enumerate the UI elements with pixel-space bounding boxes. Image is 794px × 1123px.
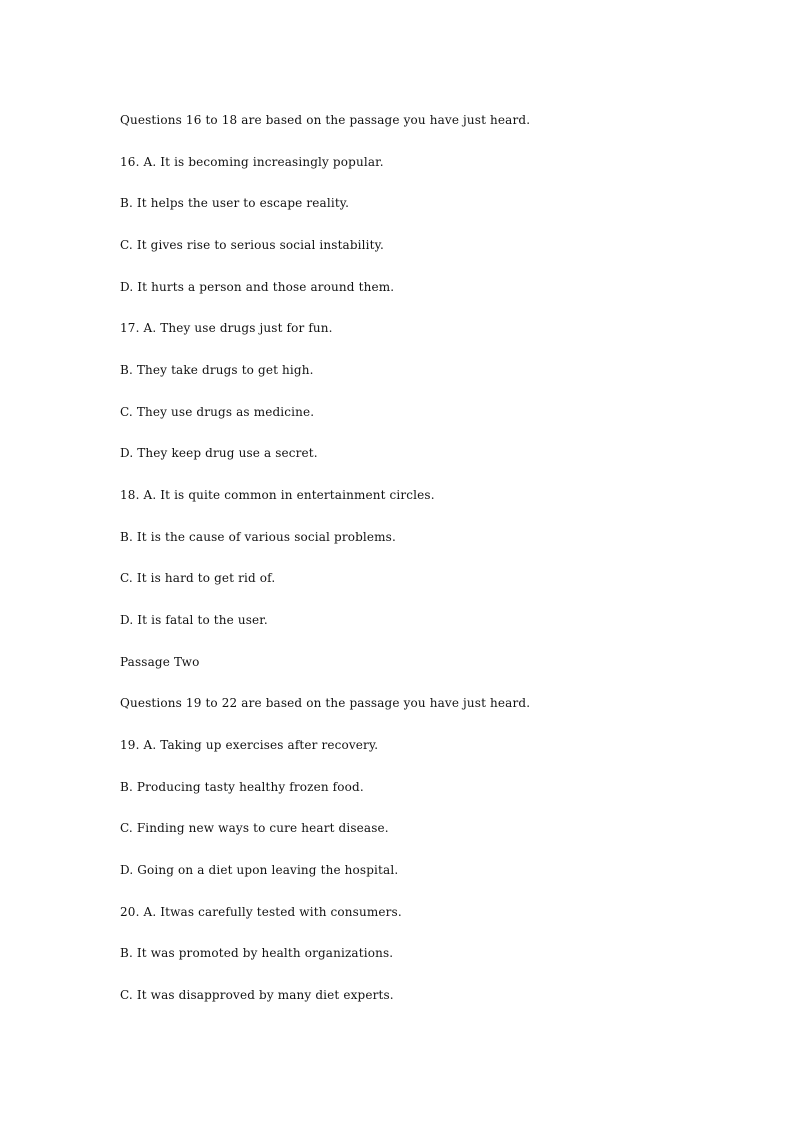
question-19-option-d: D. Going on a diet upon leaving the hospital. [120, 863, 399, 878]
question-18-option-c: C. It is hard to get rid of. [120, 571, 276, 586]
question-18-option-d: D. It is fatal to the user. [120, 613, 268, 628]
question-16-option-d: D. It hurts a person and those around them. [120, 279, 395, 294]
document-body [120, 111, 740, 1028]
question-18-option-a: 18. A. It is quite common in entertainment circles. [120, 488, 435, 503]
question-16-option-c: C. It gives rise to serious social instability. [120, 238, 384, 253]
question-19-option-c: C. Finding new ways to cure heart disease. [120, 821, 389, 836]
passage-heading: Passage Two [120, 654, 200, 669]
question-16-option-a: 16. A. It is becoming increasingly popular. [120, 154, 384, 169]
question-17-option-a: 17. A. They use drugs just for fun. [120, 321, 333, 336]
question-16-option-b: B. It helps the user to escape reality. [120, 196, 350, 211]
question-18-option-b: B. It is the cause of various social problems. [120, 529, 396, 544]
question-20-option-c: C. It was disapproved by many diet experts. [120, 988, 394, 1003]
section-instruction-2: Questions 19 to 22 are based on the passage you have just heard. [120, 696, 531, 711]
section-instruction: Questions 16 to 18 are based on the passage you have just heard. [120, 113, 531, 127]
question-19-option-b: B. Producing tasty healthy frozen food. [120, 779, 364, 794]
question-17-option-b: B. They take drugs to get high. [120, 363, 314, 378]
question-17-option-d: D. They keep drug use a secret. [120, 446, 318, 461]
question-20-option-a: 20. A. Itwas carefully tested with consumers. [120, 904, 402, 919]
question-20-option-b: B. It was promoted by health organizations. [120, 946, 394, 961]
question-19-option-a: 19. A. Taking up exercises after recovery. [120, 738, 379, 753]
question-17-option-c: C. They use drugs as medicine. [120, 404, 315, 419]
